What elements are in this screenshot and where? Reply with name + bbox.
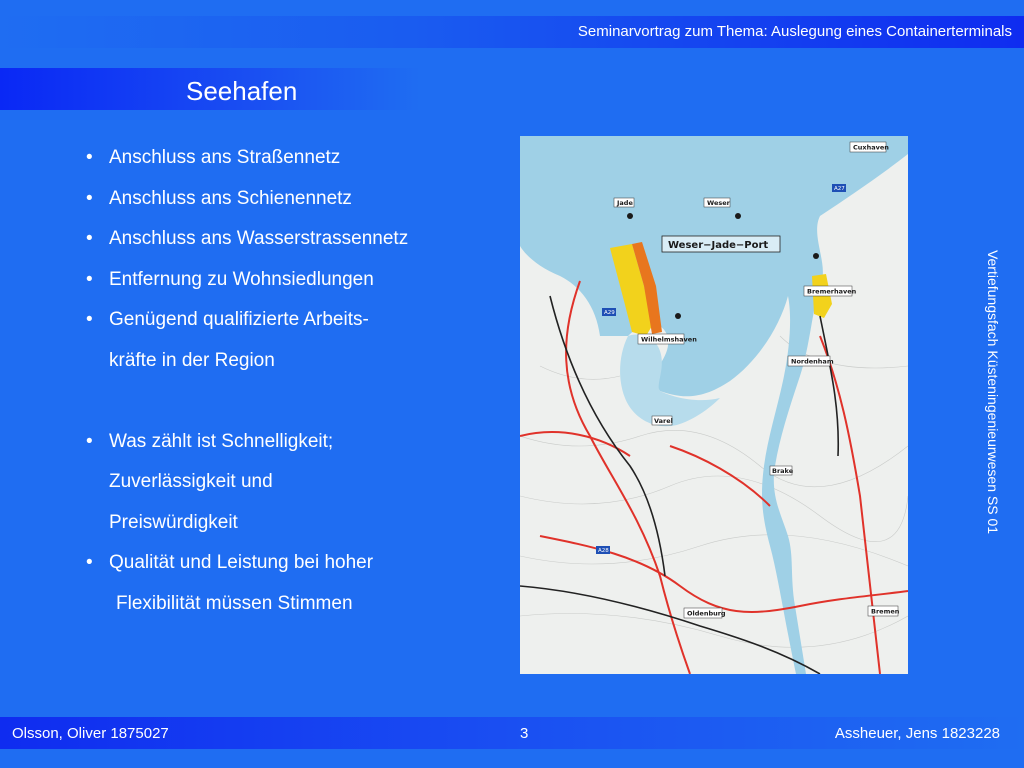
bullet-continuation: [86, 462, 496, 503]
bullet-item: [86, 300, 496, 341]
bullet-text: Qualität und Leistung bei hoher: [109, 552, 374, 573]
header-band: [0, 16, 1024, 48]
port-map: [520, 136, 908, 674]
bullet-text: Zuverlässigkeit und: [109, 471, 273, 492]
bullet-marker: •: [86, 268, 93, 290]
map-label-a28: A28: [598, 548, 609, 554]
port-map-graphic: [520, 136, 908, 674]
map-label-cuxhaven: Cuxhaven: [853, 143, 889, 152]
bullet-marker: •: [86, 187, 93, 209]
bullet-text: Entfernung zu Wohnsiedlungen: [109, 268, 374, 290]
bullet-list: [86, 138, 496, 624]
bullet-item: [86, 138, 496, 179]
bullet-continuation: [86, 503, 496, 544]
bullet-marker: •: [86, 552, 93, 573]
map-label-a27: A27: [834, 186, 845, 192]
bullet-marker: •: [86, 147, 93, 168]
bullet-marker: •: [86, 228, 93, 249]
map-label-bremen: Bremen: [871, 607, 900, 616]
map-label-nordenham: Nordenham: [791, 357, 834, 366]
bullet-continuation: [86, 584, 496, 625]
map-label-oldenburg: Oldenburg: [687, 609, 726, 618]
bullet-item: [86, 422, 496, 463]
side-label: [976, 212, 1010, 572]
bullet-text: Anschluss ans Schienennetz: [109, 187, 352, 209]
bullet-marker: •: [86, 430, 93, 452]
bullet-text: kräfte in der Region: [109, 349, 275, 371]
ship-icon: [675, 313, 681, 319]
map-label-a29: A29: [604, 310, 615, 316]
bullet-text: Was zählt ist Schnelligkeit;: [109, 430, 334, 452]
bullet-item: [86, 219, 496, 260]
map-label-weser: Weser: [707, 199, 730, 207]
side-label-text: Vertiefungsfach Küsteningenieurwesen SS 01: [985, 249, 1001, 535]
map-label-jade: Jade: [617, 199, 633, 207]
footer-author-right: Assheuer, Jens 1823228: [834, 725, 1000, 742]
slide-title: Seehafen: [186, 76, 298, 106]
ship-icon: [735, 213, 741, 219]
map-label-port: Weser−Jade−Port: [668, 240, 769, 251]
map-label-wilhelmshaven: Wilhelmshaven: [641, 335, 697, 344]
bullet-item: [86, 179, 496, 220]
ship-icon: [813, 253, 819, 259]
bullet-text: Genügend qualifizierte Arbeits-: [109, 309, 369, 330]
bullet-text: Anschluss ans Straßennetz: [109, 147, 341, 168]
bullet-item: [86, 543, 496, 584]
bullet-text: Anschluss ans Wasserstrassennetz: [109, 228, 409, 249]
map-label-bremerhaven: Bremerhaven: [807, 287, 857, 296]
ship-icon: [627, 213, 633, 219]
map-label-varel: Varel: [654, 417, 673, 425]
bullet-continuation: [86, 341, 496, 382]
bullet-text: Flexibilität müssen Stimmen: [116, 592, 353, 614]
footer-band: [0, 717, 1024, 749]
spacer: [86, 381, 496, 422]
bullet-marker: •: [86, 309, 93, 330]
map-label-brake: Brake: [772, 467, 794, 475]
footer-author-left: Olsson, Oliver 1875027: [12, 725, 169, 742]
bullet-item: [86, 260, 496, 301]
presentation-title: Seminarvortrag zum Thema: Auslegung eines Containerterminals: [577, 23, 1012, 40]
page-number: 3: [520, 725, 529, 742]
bullet-text: Preiswürdigkeit: [109, 511, 238, 533]
